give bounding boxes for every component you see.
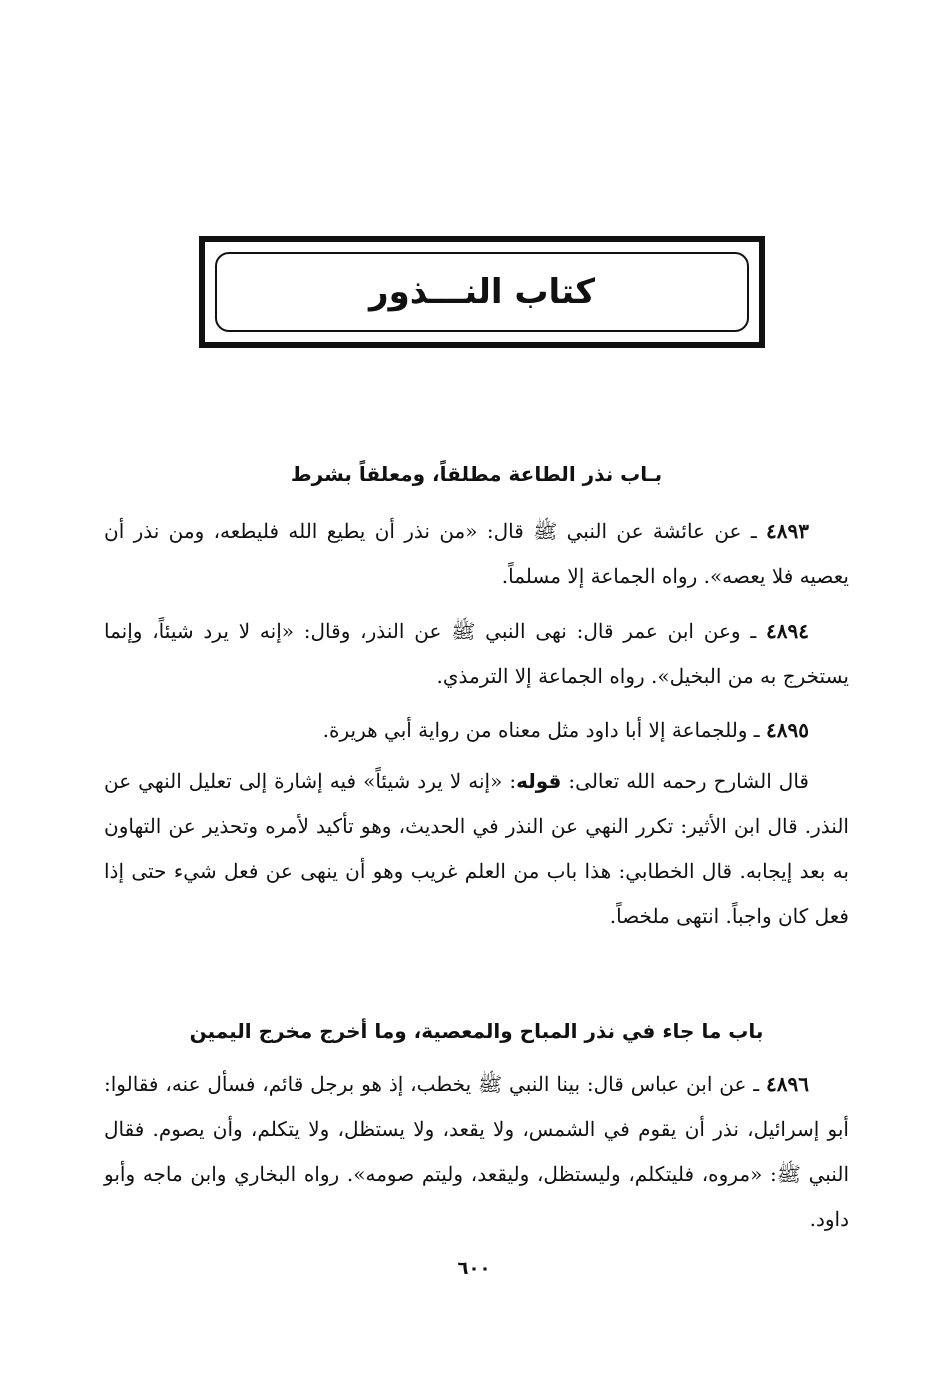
hadith-text: ـ وعن ابن عمر قال: نهى النبي ﷺ عن النذر، وقال: «إنه لا يرد شيئاً، وإنما يستخرج به من البخيل». رواه الجماعة إلا الترمذي. bbox=[104, 619, 849, 688]
commentary-text: : «إنه لا يرد شيئاً» فيه إشارة إلى تعليل النهي عن النذر. قال ابن الأثير: تكرر النهي عن النذر في الحديث، وهو تأكيد لأمره وتحذير عن التهاون به بعد إيجابه. قال الخطابي: هذا باب من العلم غريب وهو أن ينهى عن فعل شيء حتى إذا فعل كان واجباً. انتهى ملخصاً. bbox=[104, 769, 849, 928]
hadith-number: ٤٨٩٦ bbox=[766, 1072, 809, 1096]
hadith-number: ٤٨٩٥ bbox=[766, 718, 809, 742]
hadith-number: ٤٨٩٤ bbox=[766, 619, 809, 643]
book-title-frame bbox=[199, 236, 765, 348]
book-title-inner-frame bbox=[215, 252, 749, 332]
commentary-intro: قال الشارح رحمه الله تعالى: bbox=[561, 769, 809, 793]
chapter-heading-1: بـاب نذر الطاعة مطلقاً، ومعلقاً بشرط bbox=[290, 462, 663, 486]
hadith-text: ـ وللجماعة إلا أبا داود مثل معناه من رواية أبي هريرة. bbox=[322, 718, 767, 742]
hadith-paragraph bbox=[104, 609, 849, 699]
hadith-paragraph bbox=[104, 1062, 849, 1242]
chapter-heading-2: باب ما جاء في نذر المباح والمعصية، وما أخرج مخرج اليمين bbox=[189, 1019, 764, 1043]
hadith-text: ـ عن ابن عباس قال: بينا النبي ﷺ يخطب، إذ هو برجل قائم، فسأل عنه، فقالوا: أبو إسرائيل، نذر أن يقوم في الشمس، ولا يقعد، ولا يستظل، ولا يتكلم، وأن يصوم. فقال النبي ﷺ: «مروه، فليتكلم، وليستظل، وليقعد، وليتم صومه». رواه البخاري وابن ماجه وأبو داود. bbox=[104, 1072, 849, 1231]
hadith-paragraph bbox=[104, 708, 849, 753]
hadith-text: ـ عن عائشة عن النبي ﷺ قال: «من نذر أن يطيع الله فليطعه، ومن نذر أن يعصيه فلا يعصه». رواه الجماعة إلا مسلماً. bbox=[104, 519, 849, 588]
commentary-paragraph bbox=[104, 759, 849, 939]
commentary-bold-word: قوله bbox=[516, 769, 562, 793]
book-title: كتاب النـــذور bbox=[369, 272, 595, 312]
hadith-number: ٤٨٩٣ bbox=[766, 519, 809, 543]
hadith-paragraph bbox=[104, 509, 849, 599]
page-number: ٦٠٠ bbox=[457, 1258, 491, 1279]
